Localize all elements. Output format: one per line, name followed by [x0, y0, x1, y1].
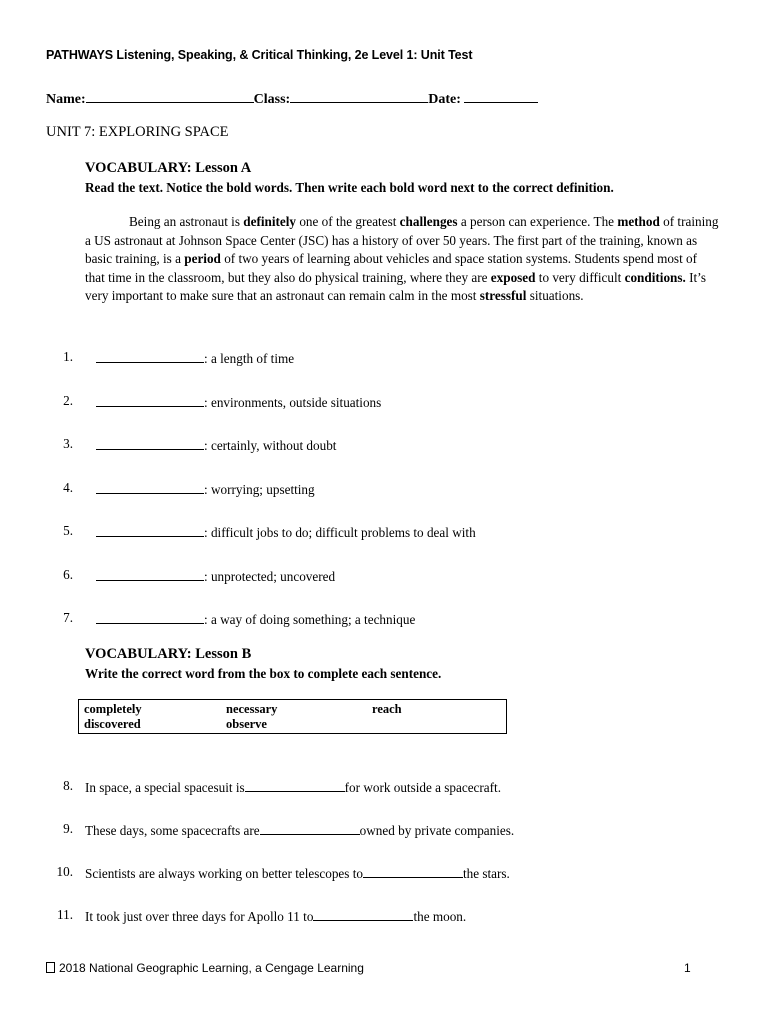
bold-vocab-word: method — [617, 214, 660, 229]
word-box-word: observe — [226, 717, 267, 731]
answer-blank[interactable] — [96, 393, 204, 407]
item-number: 10. — [56, 864, 73, 879]
sentence-line — [85, 778, 501, 796]
lesson-a-heading: VOCABULARY: Lesson A — [85, 160, 252, 176]
sentence-text-before: Scientists are always working on better telescopes to — [85, 866, 363, 881]
bold-vocab-word: exposed — [490, 269, 536, 285]
bold-vocab-word: period — [184, 251, 221, 267]
word-box-word: completely — [84, 702, 142, 716]
sentence-line — [85, 907, 466, 925]
answer-blank[interactable] — [96, 567, 204, 581]
definition-line — [96, 436, 336, 454]
item-number: 3. — [63, 436, 73, 451]
date-label: Date: — [428, 92, 461, 107]
sentence-item — [0, 907, 720, 927]
bold-vocab-word: stressful — [479, 288, 527, 304]
sentence-line — [85, 864, 510, 882]
sentence-line — [85, 821, 514, 839]
definition-item — [0, 523, 720, 543]
footer-copyright — [46, 961, 364, 975]
word-box-word: discovered — [84, 717, 141, 731]
bold-vocab-word: challenges — [399, 214, 458, 229]
definition-text: : a length of time — [204, 351, 295, 366]
definition-line — [96, 567, 335, 585]
passage-text: of training a US astronaut at Johnson Space Center (JSC) has a history of over 50 years. The first part of the training, known as basic training, is a — [85, 214, 719, 267]
bold-vocab-word: conditions. — [624, 269, 686, 285]
answer-blank[interactable] — [96, 480, 204, 494]
passage-text: a person can experience. The — [457, 214, 618, 229]
answer-blank[interactable] — [96, 349, 204, 363]
definition-line — [96, 523, 476, 541]
item-number: 4. — [63, 480, 73, 495]
answer-blank[interactable] — [363, 864, 463, 878]
sentence-text-after: for work outside a spacecraft. — [344, 780, 502, 795]
passage-text: of two years of learning about vehicles and space station systems. Students spend most of that time in the classroom, but they also do physical training, where they are — [85, 251, 698, 285]
passage-text: It’s very important to make sure that an astronaut can remain calm in the most — [85, 269, 706, 304]
sentence-text-before: In space, a special spacesuit is — [85, 780, 245, 795]
definition-line — [96, 480, 315, 498]
sentence-text-after: the moon. — [413, 909, 467, 924]
item-number: 9. — [63, 821, 73, 836]
passage-text: Being an astronaut is — [129, 214, 244, 229]
word-box — [78, 699, 507, 734]
definition-text: : difficult jobs to do; difficult problems to deal with — [204, 525, 476, 540]
sentence-text-after: the stars. — [462, 866, 510, 881]
definition-item — [0, 436, 720, 456]
copyright-symbol-icon — [46, 962, 55, 973]
definition-text: : environments, outside situations — [204, 395, 382, 410]
lesson-a-instructions: Read the text. Notice the bold words. Then write each bold word next to the correct definition. — [85, 180, 614, 195]
item-number: 7. — [63, 610, 73, 625]
item-number: 11. — [57, 907, 73, 922]
name-blank[interactable] — [86, 89, 254, 103]
sentence-item — [0, 864, 720, 884]
unit-title: UNIT 7: EXPLORING SPACE — [46, 124, 229, 140]
passage-text: to very difficult — [535, 269, 625, 285]
passage-text: situations. — [526, 288, 584, 304]
page-number: 1 — [684, 961, 691, 975]
definition-text: : a way of doing something; a technique — [204, 612, 416, 627]
definition-text: : certainly, without doubt — [204, 438, 337, 453]
definition-text: : unprotected; uncovered — [204, 569, 336, 584]
class-blank[interactable] — [290, 89, 428, 103]
item-number: 2. — [63, 393, 73, 408]
definition-item — [0, 480, 720, 500]
definition-line — [96, 393, 381, 411]
reading-passage — [85, 213, 720, 306]
date-blank[interactable] — [464, 89, 538, 103]
definition-item — [0, 567, 720, 587]
lesson-b-instructions: Write the correct word from the box to complete each sentence. — [85, 666, 442, 681]
item-number: 5. — [63, 523, 73, 538]
answer-blank[interactable] — [96, 523, 204, 537]
lesson-b-heading: VOCABULARY: Lesson B — [85, 646, 252, 662]
copyright-text: 2018 National Geographic Learning, a Cengage Learning — [59, 961, 364, 975]
definition-item — [0, 349, 720, 369]
class-label: Class: — [253, 92, 291, 107]
answer-blank[interactable] — [96, 436, 204, 450]
answer-blank[interactable] — [96, 610, 204, 624]
item-number: 6. — [63, 567, 73, 582]
item-number: 1. — [63, 349, 73, 364]
bold-vocab-word: definitely — [243, 214, 297, 229]
student-info-line — [46, 89, 538, 108]
name-label: Name: — [46, 92, 86, 107]
sentence-text-after: owned by private companies. — [359, 823, 515, 838]
sentence-text-before: It took just over three days for Apollo 11 to — [85, 909, 314, 924]
sentence-item — [0, 778, 720, 798]
word-box-word: necessary — [226, 702, 278, 716]
definition-line — [96, 610, 415, 628]
answer-blank[interactable] — [260, 821, 360, 835]
definition-item — [0, 393, 720, 413]
definition-item — [0, 610, 720, 630]
sentence-text-before: These days, some spacecrafts are — [85, 823, 260, 838]
word-box-word: reach — [372, 702, 402, 716]
passage-text: one of the greatest — [296, 214, 400, 229]
definition-line — [96, 349, 294, 367]
answer-blank[interactable] — [313, 907, 413, 921]
definition-text: : worrying; upsetting — [204, 482, 315, 497]
page-header-title: PATHWAYS Listening, Speaking, & Critical Thinking, 2e Level 1: Unit Test — [46, 48, 473, 62]
sentence-item — [0, 821, 720, 841]
answer-blank[interactable] — [245, 778, 345, 792]
item-number: 8. — [63, 778, 73, 793]
